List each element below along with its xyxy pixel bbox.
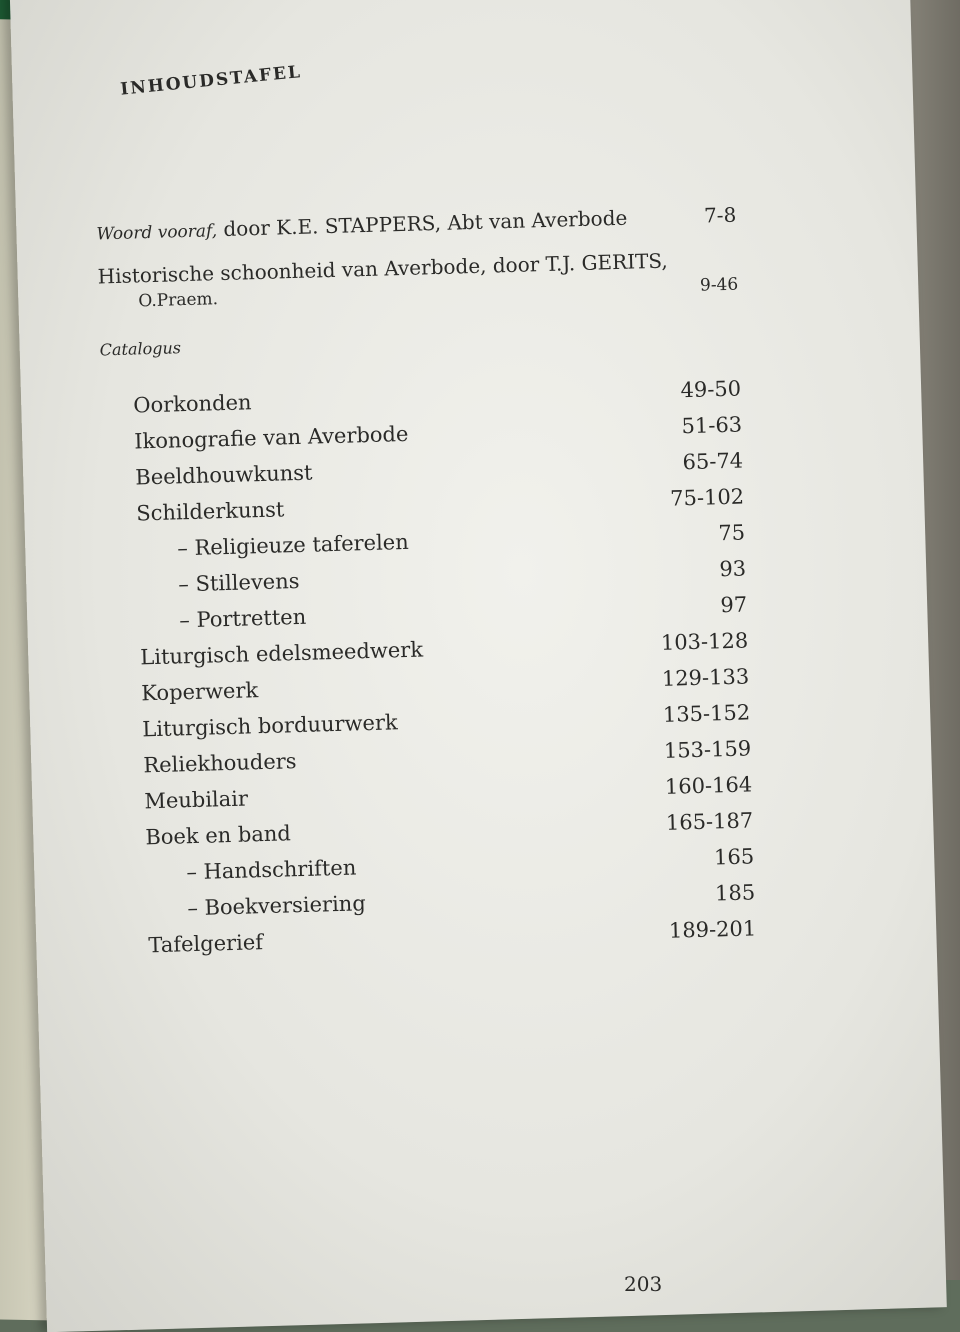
entry-pages: 129-133: [661, 664, 750, 691]
entry-italic-title: Historische schoonheid van Averbode,: [97, 253, 487, 289]
entry-label: Liturgisch edelsmeedwerk: [140, 637, 424, 670]
entry-label: Beeldhouwkunst: [134, 460, 313, 490]
entry-pages: 153-159: [663, 736, 752, 763]
entry-label: – Portretten: [178, 604, 307, 633]
entry-pages: 185: [714, 880, 756, 906]
entry-author: door K.E. STAPPERS, Abt van Averbode: [216, 205, 628, 242]
entry-label: Meubilair: [144, 786, 249, 814]
entry-label: Reliekhouders: [143, 749, 297, 778]
entry-label: – Boekversiering: [187, 891, 367, 921]
entry-label: Boek en band: [145, 821, 292, 850]
entry-label: – Stillevens: [177, 568, 300, 597]
page-number: 203: [624, 1272, 663, 1296]
entry-italic-title: Woord vooraf,: [96, 221, 218, 245]
entry-label: Ikonografie van Averbode: [133, 421, 409, 454]
entry-pages: 7-8: [703, 202, 737, 228]
entry-pages: 75: [718, 520, 746, 546]
entry-pages: 160-164: [664, 772, 753, 799]
entry-pages: 165-187: [665, 808, 754, 835]
entry-author: door T.J. GERITS,: [486, 248, 669, 278]
entry-pages: 75-102: [669, 484, 745, 511]
entry-label-continuation: O.Praem.: [138, 289, 219, 312]
entry-label: – Religieuze taferelen: [176, 529, 409, 561]
entry-pages: 135-152: [662, 700, 751, 727]
entry-label: – Handschriften: [186, 855, 357, 885]
entry-pages: 97: [720, 592, 748, 618]
entry-label: [96, 206, 627, 245]
entry-label: Tafelgerief: [148, 930, 264, 958]
entry-pages: 93: [719, 556, 747, 582]
entry-pages: 165: [713, 844, 755, 870]
entry-pages: 49-50: [680, 376, 742, 403]
entry-label: Schilderkunst: [135, 497, 285, 526]
entry-pages: 51-63: [681, 412, 743, 439]
entry-pages: 189-201: [668, 916, 757, 943]
entry-pages: 65-74: [682, 448, 744, 475]
toc-entries: [101, 377, 757, 971]
table-of-contents: [92, 63, 757, 971]
book-page: [9, 0, 947, 1332]
entry-label: Oorkonden: [132, 390, 252, 418]
entry-pages: 103-128: [660, 628, 749, 655]
entry-label: Koperwerk: [141, 678, 259, 706]
entry-pages: 9-46: [699, 274, 739, 296]
entry-label: Liturgisch borduurwerk: [142, 710, 398, 742]
toc-heading: INHOUDSTAFEL: [119, 62, 303, 100]
section-title-text: Catalogus: [99, 338, 182, 360]
